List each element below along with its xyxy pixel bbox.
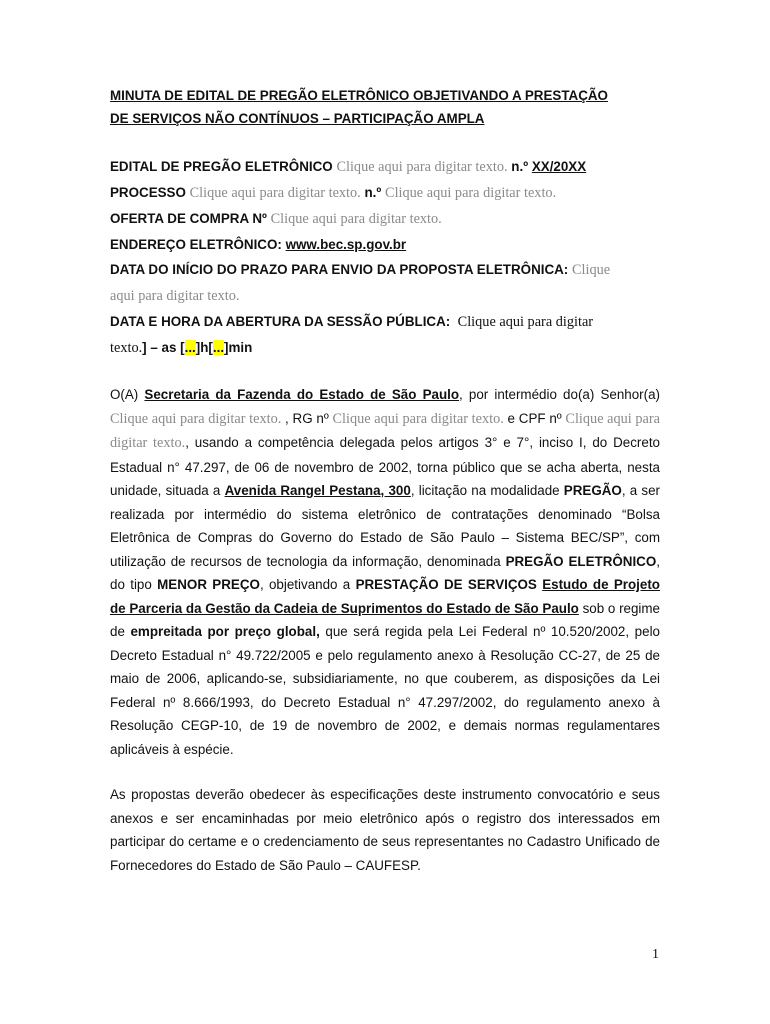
pregao-eletronico-term: PREGÃO ELETRÔNICO xyxy=(505,553,657,569)
edital-label: EDITAL DE PREGÃO ELETRÔNICO xyxy=(110,159,333,174)
title-line-1: MINUTA DE EDITAL DE PREGÃO ELETRÔNICO OBJETIVANDO A PRESTAÇÃO xyxy=(110,88,608,103)
spacer xyxy=(110,761,660,783)
document-page xyxy=(110,84,660,877)
oferta-label: OFERTA DE COMPRA Nº xyxy=(110,211,267,226)
minute-highlight[interactable]: ... xyxy=(212,340,225,355)
data-hora-placeholder-1[interactable]: Clique aqui para digitar xyxy=(457,314,594,330)
title-line-2: DE SERVIÇOS NÃO CONTÍNUOS – PARTICIPAÇÃO AMPLA xyxy=(110,111,485,126)
p1-text: , a ser realizada por intermédio do sistema eletrônico de contratações denominado “Bolsa Eletrônica de Compras do Governo do Estado de São Paulo – Sistema BEC/SP”, com utilização de recursos de tecnologia da informação, denominada xyxy=(110,483,660,569)
data-hora-label: DATA E HORA DA ABERTURA DA SESSÃO PÚBLICA: xyxy=(110,314,451,329)
p1-text: , licitação na modalidade xyxy=(410,483,564,498)
data-inicio-line xyxy=(110,257,660,309)
data-hora-placeholder-2[interactable]: texto. xyxy=(110,340,143,356)
p1-text: , do tipo xyxy=(110,553,660,592)
processo-line xyxy=(110,180,660,206)
empreitada-term: empreitada por preço global, xyxy=(130,624,320,639)
edital-line xyxy=(110,154,660,180)
senhor-placeholder[interactable]: Clique aqui para digitar texto. xyxy=(110,410,282,427)
p1-text: que será regida pela Lei Federal nº 10.520/2002, pelo Decreto Estadual n° 49.722/2005 e pelo regulamento anexo à Resolução CC-27, de 25 de maio de 2006, aplicando-se, subsidiariamente, no que couberem, as disposições da Lei Federal nº 8.666/1993, do Decreto Estadual n° 47.297/2002, do regulamento anexo à Resolução CEGP-10, de 19 de novembro de 2002, e demais normas regulamentares aplicáveis à espécie. xyxy=(110,624,660,757)
min-text: ]min xyxy=(224,340,253,355)
h-text: ]h[ xyxy=(195,340,213,355)
data-inicio-placeholder-1[interactable]: Clique xyxy=(572,262,611,278)
p1-text: O(A) xyxy=(110,387,145,402)
oferta-placeholder[interactable]: Clique aqui para digitar texto. xyxy=(270,211,442,227)
p1-text: sob o regime de xyxy=(110,600,660,639)
endereco-line xyxy=(110,232,660,257)
prestacao-term: PRESTAÇÃO DE SERVIÇOS xyxy=(355,577,537,592)
edital-no-label: n.º xyxy=(511,159,529,174)
cpf-placeholder[interactable]: Clique aqui para digitar texto. xyxy=(110,410,660,451)
as-text: ] – as [ xyxy=(142,340,185,355)
p1-text: , objetivando a xyxy=(259,577,356,592)
edital-number: XX/20XX xyxy=(531,159,587,174)
endereco-label: ENDEREÇO ELETRÔNICO: xyxy=(110,237,282,252)
page-number: 1 xyxy=(652,947,659,962)
rg-placeholder[interactable]: Clique aqui para digitar texto. xyxy=(332,410,504,427)
hour-highlight[interactable]: ... xyxy=(184,340,196,355)
p1-text: , por intermédio do(a) Senhor(a) xyxy=(459,387,660,402)
pregao-term: PREGÃO xyxy=(563,483,622,498)
p1-text: , RG nº xyxy=(281,410,333,426)
processo-placeholder[interactable]: Clique aqui para digitar texto. xyxy=(189,185,361,201)
data-hora-line xyxy=(110,309,660,361)
spacer xyxy=(110,361,660,383)
estudo-object: Estudo de Projeto de Parceria da Gestão da Cadeia de Suprimentos do Estado de São Paulo xyxy=(110,577,660,616)
p1-text: , usando a competência delegada pelos artigos 3° e 7°, inciso I, do Decreto Estadual n° 47.297, de 06 de novembro de 2002, torna público que se acha aberta, nesta unidade, situada a xyxy=(110,435,660,498)
propostas-paragraph: As propostas deverão obedecer às especificações deste instrumento convocatório e seus anexos e ser encaminhadas por meio eletrônico após o registro dos interessados em participar do certame e o credenciamento de seus representantes no Cadastro Unificado de Fornecedores do Estado de São Paulo – CAUFESP. xyxy=(110,787,660,873)
spacer xyxy=(110,130,660,154)
data-inicio-placeholder-2[interactable]: aqui para digitar texto. xyxy=(110,288,240,304)
avenida-address: Avenida Rangel Pestana, 300 xyxy=(224,483,411,498)
main-paragraph xyxy=(110,383,660,761)
edital-placeholder[interactable]: Clique aqui para digitar texto. xyxy=(336,159,508,175)
processo-no-label: n.º xyxy=(364,185,382,200)
menor-preco-term: MENOR PREÇO xyxy=(157,577,260,592)
data-inicio-label: DATA DO INÍCIO DO PRAZO PARA ENVIO DA PROPOSTA ELETRÔNICA: xyxy=(110,262,569,277)
p1-text: e CPF nº xyxy=(503,410,566,426)
oferta-line xyxy=(110,206,660,232)
processo-label: PROCESSO xyxy=(110,185,186,200)
document-title xyxy=(110,84,660,130)
endereco-link[interactable]: www.bec.sp.gov.br xyxy=(285,237,407,252)
processo-number-placeholder[interactable]: Clique aqui para digitar texto. xyxy=(385,185,557,201)
secretaria-name: Secretaria da Fazenda do Estado de São Paulo xyxy=(144,387,460,402)
